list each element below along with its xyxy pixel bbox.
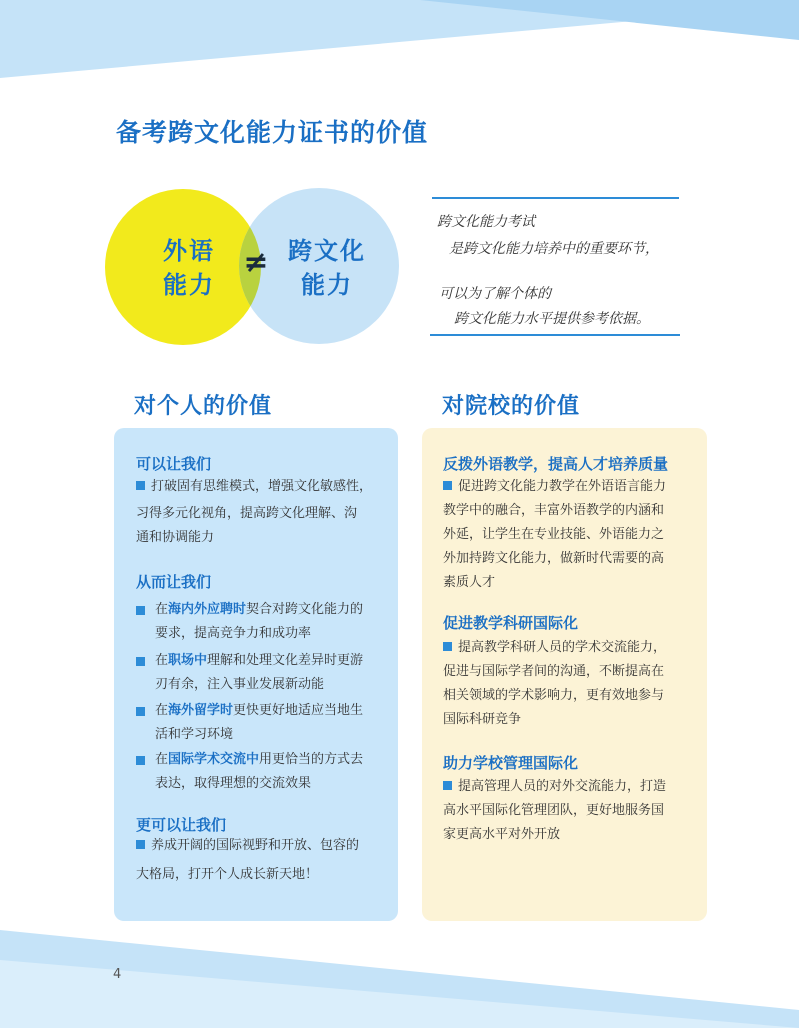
quote-line-2: 是跨文化能力培养中的重要环节， (449, 241, 659, 257)
personal-sec1-text (136, 475, 396, 550)
institution-sec1-text: 促进跨文化能力教学在外语语言能力 教学中的融合，丰富外语教学的内涵和 外延，让学生在专业技能、外语能力之 外加持跨文化能力，做新时代需要的高 素质人才 (443, 479, 667, 590)
page-number: 4 (113, 967, 122, 982)
venn-diagram (100, 180, 410, 355)
list-item: 在海内外应聘时契合对跨文化能力的 要求，提高竞争力和成功率 (136, 598, 396, 646)
quote-line-1: 跨文化能力考试 (437, 214, 535, 230)
list-item: 在职场中理解和处理文化差异时更游 刃有余，注入事业发展新动能 (136, 649, 396, 697)
venn-left-label (157, 234, 221, 302)
personal-sec1-line3: 通和协调能力 (136, 530, 215, 545)
quote-top-rule (432, 197, 679, 199)
not-equal-symbol: ≠ (243, 245, 269, 280)
header-decoration (0, 0, 799, 80)
bullet-square-icon (443, 781, 452, 790)
personal-value-panel (114, 428, 398, 921)
bullet-square-icon (136, 756, 145, 765)
personal-value-title: 对个人的价值 (134, 394, 273, 419)
personal-sec3-heading: 更可以让我们 (136, 816, 227, 834)
bullet-square-icon (136, 606, 145, 615)
bullet-square-icon (136, 840, 145, 849)
venn-right-label (287, 234, 367, 302)
institution-sec1-heading: 反拨外语教学，提高人才培养质量 (443, 455, 669, 473)
personal-sec1-heading: 可以让我们 (136, 455, 212, 473)
personal-sec3-text (136, 834, 398, 887)
page-title: 备考跨文化能力证书的价值 (116, 118, 429, 147)
quote-line-3: 可以为了解个体的 (439, 286, 551, 302)
institution-sec3-text: 提高管理人员的对外交流能力，打造 高水平国际化管理团队，更好地服务国 家更高水平对外开放 (443, 779, 667, 842)
venn-right-line1: 跨文化 (288, 237, 366, 265)
institution-value-title: 对院校的价值 (442, 394, 581, 419)
list-item: 在国际学术交流中用更恰当的方式去 表达，取得理想的交流效果 (136, 748, 396, 796)
personal-sec3-line2: 大格局，打开个人成长新天地！ (136, 867, 319, 882)
institution-sec2-text: 提高教学科研人员的学术交流能力， 促进与国际学者间的沟通，不断提高在 相关领域的学术影响力，更有效地参与 国际科研竞争 (443, 640, 667, 727)
institution-value-panel (422, 428, 707, 921)
quote-bottom-rule (430, 334, 680, 336)
bullet-square-icon (443, 642, 452, 651)
bullet-square-icon (136, 707, 145, 716)
venn-left-line2: 能力 (163, 271, 215, 299)
institution-sec3-heading: 助力学校管理国际化 (443, 754, 579, 772)
personal-sec2-heading: 从而让我们 (136, 573, 212, 591)
venn-right-line2: 能力 (301, 271, 353, 299)
institution-sec2-heading: 促进教学科研国际化 (443, 614, 579, 632)
bullet-square-icon (136, 657, 145, 666)
bullet-square-icon (443, 481, 452, 490)
list-item: 在海外留学时更快更好地适应当地生 活和学习环境 (136, 699, 396, 747)
personal-sec3-line1: 养成开阔的国际视野和开放、包容的 (151, 838, 360, 853)
personal-sec1-line1: 打破固有思维模式，增强文化敏感性， (151, 479, 373, 494)
quote-line-4: 跨文化能力水平提供参考依据。 (454, 311, 650, 327)
personal-sec1-line2: 习得多元化视角，提高跨文化理解、沟 (136, 506, 358, 521)
bullet-square-icon (136, 481, 145, 490)
venn-left-line1: 外语 (163, 237, 215, 265)
